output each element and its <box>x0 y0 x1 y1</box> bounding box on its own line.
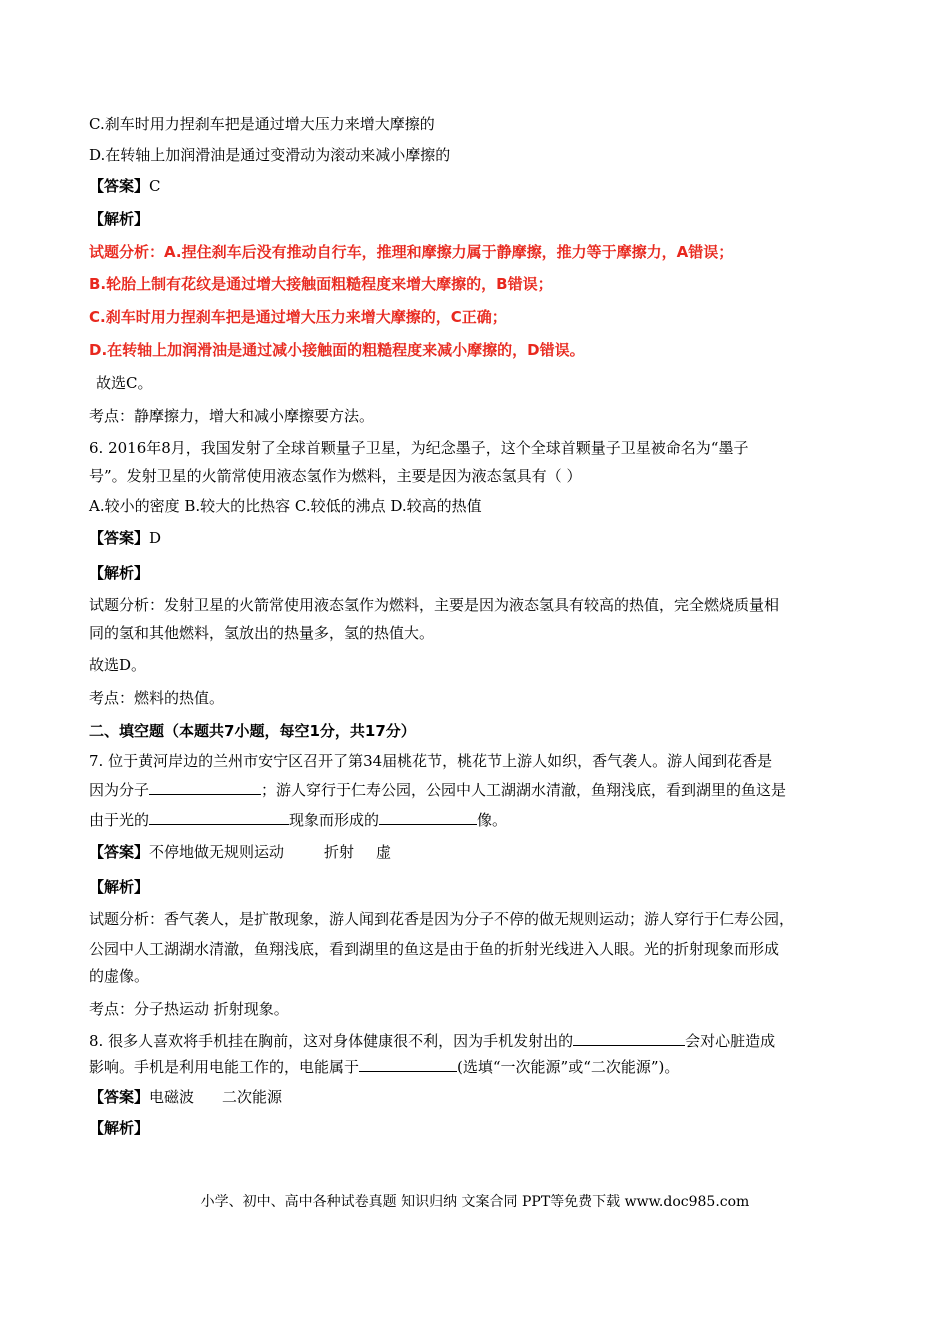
q8-stem-text: 会对心脏造成 <box>685 1032 776 1050</box>
q6-analysis-line: 同的氢和其他燃料，氢放出的热量多，氢的热值大。 <box>89 624 435 642</box>
answer-value: 折射 <box>324 843 355 861</box>
answer-label: 【答案】 <box>89 529 150 547</box>
q7-blank-3 <box>379 810 477 825</box>
q5-option-c: C.刹车时用力捏刹车把是通过增大压力来增大摩擦的 <box>89 115 435 133</box>
q6-options: A.较小的密度 B.较大的比热容 C.较低的沸点 D.较高的热值 <box>89 497 482 515</box>
q7-answer <box>89 842 391 862</box>
q7-stem-text: 由于光的 <box>89 811 150 829</box>
q7-analysis-line: 的虚像。 <box>89 967 150 985</box>
q7-stem-line <box>89 810 507 830</box>
q6-analysis-line: 试题分析：发射卫星的火箭常使用液态氢作为燃料，主要是因为液态氢具有较高的热值，完全燃烧质量相 <box>89 596 780 614</box>
q5-analysis-line: D.在转轴上加润滑油是通过减小接触面的粗糙程度来减小摩擦的，D错误。 <box>89 341 585 359</box>
q7-kaodian: 考点：分子热运动 折射现象。 <box>89 1000 289 1018</box>
answer-label: 【答案】 <box>89 843 150 861</box>
q5-analysis-line: C.刹车时用力捏刹车把是通过增大压力来增大摩擦的，C正确； <box>89 308 507 326</box>
q6-stem-line: 号”。发射卫星的火箭常使用液态氢作为燃料，主要是因为液态氢具有（ ） <box>89 467 582 485</box>
q7-blank-2 <box>149 810 289 825</box>
q7-stem-text: 现象而形成的 <box>289 811 380 829</box>
q7-stem-line <box>89 780 786 800</box>
q5-analysis-label: 【解析】 <box>89 210 150 228</box>
q7-blank-1 <box>149 780 261 795</box>
q7-stem-line: 7. 位于黄河岸边的兰州市安宁区召开了第34届桃花节，桃花节上游人如织，香气袭人。游人闻到花香是 <box>89 752 773 770</box>
q8-stem-text: (选填“一次能源”或“二次能源”)。 <box>457 1058 680 1076</box>
q6-conclusion: 故选D。 <box>89 656 147 674</box>
q7-stem-text: 因为分子 <box>89 781 150 799</box>
q5-option-d: D.在转轴上加润滑油是通过变滑动为滚动来减小摩擦的 <box>89 146 451 164</box>
q5-analysis-line: 试题分析：A.捏住刹车后没有推动自行车，推理和摩擦力属于静摩擦，推力等于摩擦力，A错误； <box>89 243 734 261</box>
section-title: 二、填空题（本题共7小题，每空1分，共17分） <box>89 722 416 740</box>
q8-analysis-label: 【解析】 <box>89 1119 150 1137</box>
q7-stem-text: 像。 <box>477 811 508 829</box>
answer-value: 虚 <box>376 843 392 861</box>
q6-answer <box>89 528 161 548</box>
answer-value: D <box>149 529 162 547</box>
q8-blank-2 <box>359 1057 457 1072</box>
answer-label: 【答案】 <box>89 1088 150 1106</box>
q5-analysis-line: B.轮胎上制有花纹是通过增大接触面粗糙程度来增大摩擦的，B错误； <box>89 275 553 293</box>
answer-value: 不停地做无规则运动 <box>149 843 285 861</box>
q6-analysis-label: 【解析】 <box>89 564 150 582</box>
q7-analysis-line: 公园中人工湖湖水清澈，鱼翔浅底，看到湖里的鱼这是由于鱼的折射光线进入人眼。光的折射现象而形成 <box>89 940 780 958</box>
answer-value: C <box>149 177 161 195</box>
answer-value: 二次能源 <box>222 1088 283 1106</box>
q8-stem-text: 8. 很多人喜欢将手机挂在胸前，这对身体健康很不利，因为手机发射出的 <box>89 1032 574 1050</box>
q5-kaodian: 考点：静摩擦力，增大和减小摩擦要方法。 <box>89 407 375 425</box>
q7-analysis-label: 【解析】 <box>89 878 150 896</box>
q8-stem-line <box>89 1031 775 1051</box>
answer-value: 电磁波 <box>149 1088 195 1106</box>
q8-blank-1 <box>573 1031 685 1046</box>
q8-stem-text: 影响。手机是利用电能工作的，电能属于 <box>89 1058 360 1076</box>
q8-stem-line <box>89 1057 679 1077</box>
q6-stem-line: 6. 2016年8月，我国发射了全球首颗量子卫星，为纪念墨子，这个全球首颗量子卫星被命名为“墨子 <box>89 439 749 457</box>
q5-conclusion: 故选C。 <box>96 374 153 392</box>
q5-answer <box>89 176 161 196</box>
page-footer: 小学、初中、高中各种试卷真题 知识归纳 文案合同 PPT等免费下载 www.doc985.com <box>200 1194 750 1210</box>
q6-kaodian: 考点：燃料的热值。 <box>89 689 225 707</box>
q7-analysis-line: 试题分析：香气袭人，是扩散现象，游人闻到花香是因为分子不停的做无规则运动；游人穿行于仁寿公园， <box>89 910 795 928</box>
q8-answer <box>89 1087 282 1107</box>
q7-stem-text: ；游人穿行于仁寿公园，公园中人工湖湖水清澈，鱼翔浅底，看到湖里的鱼这是 <box>261 781 787 799</box>
answer-label: 【答案】 <box>89 177 150 195</box>
